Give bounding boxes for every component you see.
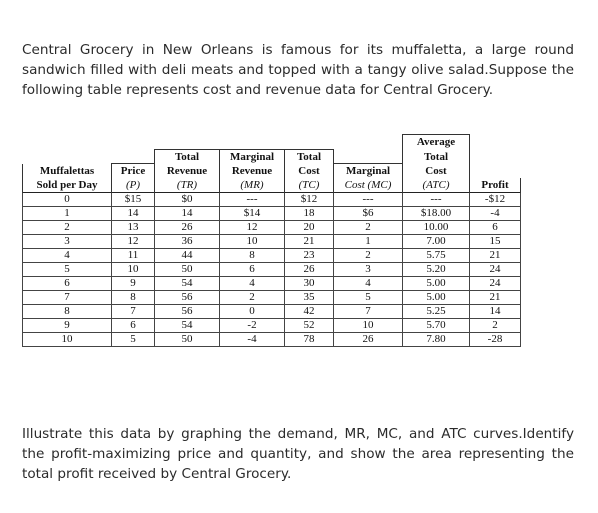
cell-profit: -4 xyxy=(470,207,521,221)
cell-profit: 21 xyxy=(470,291,521,305)
header-tc-top xyxy=(285,135,334,150)
table-row xyxy=(23,319,521,333)
cell-tc: 78 xyxy=(285,333,334,347)
header-quantity-top xyxy=(23,135,112,150)
cell-quantity: 0 xyxy=(23,193,112,207)
header-price-line1: Price xyxy=(112,164,155,179)
header-price-l0 xyxy=(112,149,155,164)
cell-mc: 4 xyxy=(334,277,403,291)
cell-price: 8 xyxy=(112,291,155,305)
cell-price: $15 xyxy=(112,193,155,207)
header-mc-l0 xyxy=(334,149,403,164)
cell-price: 9 xyxy=(112,277,155,291)
cell-atc: 5.70 xyxy=(403,319,470,333)
cell-tr: 26 xyxy=(155,221,220,235)
cell-tr: 54 xyxy=(155,277,220,291)
cell-mr: -4 xyxy=(220,333,285,347)
cell-profit: 2 xyxy=(470,319,521,333)
cell-mr: 8 xyxy=(220,249,285,263)
table-body xyxy=(23,193,521,347)
cell-tr: 36 xyxy=(155,235,220,249)
table-row xyxy=(23,207,521,221)
table-row xyxy=(23,305,521,319)
cell-quantity: 1 xyxy=(23,207,112,221)
cell-tr: $0 xyxy=(155,193,220,207)
cell-mc: --- xyxy=(334,193,403,207)
cell-atc: 10.00 xyxy=(403,221,470,235)
header-mc-top xyxy=(334,135,403,150)
cell-quantity: 5 xyxy=(23,263,112,277)
cell-tc: $12 xyxy=(285,193,334,207)
cell-quantity: 3 xyxy=(23,235,112,249)
table-row xyxy=(23,263,521,277)
cell-tr: 54 xyxy=(155,319,220,333)
header-atc-abbr-text: (ATC) xyxy=(422,179,450,191)
header-price-abbr xyxy=(112,178,155,193)
cell-tr: 56 xyxy=(155,291,220,305)
header-mr-abbr xyxy=(220,178,285,193)
cell-mc: 2 xyxy=(334,221,403,235)
cell-quantity: 6 xyxy=(23,277,112,291)
cell-price: 6 xyxy=(112,319,155,333)
table-row xyxy=(23,221,521,235)
cell-mr: --- xyxy=(220,193,285,207)
header-price-abbr-text: (P) xyxy=(125,179,141,191)
cell-price: 7 xyxy=(112,305,155,319)
cell-mc: 3 xyxy=(334,263,403,277)
header-tr-abbr-text: (TR) xyxy=(176,179,198,191)
cell-tr: 50 xyxy=(155,263,220,277)
cell-price: 12 xyxy=(112,235,155,249)
cell-atc: 5.20 xyxy=(403,263,470,277)
header-tc-line0: Total xyxy=(285,149,334,164)
header-atc-line1: Cost xyxy=(403,164,470,179)
cell-price: 13 xyxy=(112,221,155,235)
cell-mr: 2 xyxy=(220,291,285,305)
cost-revenue-table-wrapper xyxy=(22,134,524,347)
cell-mc: 5 xyxy=(334,291,403,305)
cell-atc: 5.00 xyxy=(403,277,470,291)
header-profit-line1: Profit xyxy=(470,178,521,193)
table-row xyxy=(23,291,521,305)
table-header-row-3 xyxy=(23,164,521,179)
cell-profit: 21 xyxy=(470,249,521,263)
cell-profit: -$12 xyxy=(470,193,521,207)
cell-atc: 5.75 xyxy=(403,249,470,263)
cell-atc: 5.00 xyxy=(403,291,470,305)
header-mr-abbr-text: (MR) xyxy=(240,179,264,191)
header-mc-line1: Marginal xyxy=(334,164,403,179)
cell-price: 10 xyxy=(112,263,155,277)
table-header-row-4 xyxy=(23,178,521,193)
cell-mr: 12 xyxy=(220,221,285,235)
cell-tr: 14 xyxy=(155,207,220,221)
table-header-row-1 xyxy=(23,135,521,150)
cell-price: 5 xyxy=(112,333,155,347)
cell-atc: $18.00 xyxy=(403,207,470,221)
cell-tc: 20 xyxy=(285,221,334,235)
table-row xyxy=(23,249,521,263)
cell-mr: 6 xyxy=(220,263,285,277)
header-atc-top: Average xyxy=(403,135,470,150)
cell-tr: 50 xyxy=(155,333,220,347)
cell-quantity: 8 xyxy=(23,305,112,319)
cell-quantity: 2 xyxy=(23,221,112,235)
cell-mc: 2 xyxy=(334,249,403,263)
cell-atc: 7.80 xyxy=(403,333,470,347)
header-mr-line0: Marginal xyxy=(220,149,285,164)
header-tr-line1: Revenue xyxy=(155,164,220,179)
header-profit-top xyxy=(470,135,521,150)
header-price-top xyxy=(112,135,155,150)
header-mc-abbr xyxy=(334,178,403,193)
cell-atc: 7.00 xyxy=(403,235,470,249)
cell-mc: 1 xyxy=(334,235,403,249)
cell-tc: 23 xyxy=(285,249,334,263)
cell-mr: $14 xyxy=(220,207,285,221)
cell-price: 14 xyxy=(112,207,155,221)
cell-mr: 10 xyxy=(220,235,285,249)
cell-mc: $6 xyxy=(334,207,403,221)
cell-quantity: 9 xyxy=(23,319,112,333)
header-quantity-line1: Muffalettas xyxy=(23,164,112,179)
cell-profit: -28 xyxy=(470,333,521,347)
table-row xyxy=(23,235,521,249)
header-tr-abbr xyxy=(155,178,220,193)
cell-tc: 52 xyxy=(285,319,334,333)
table-header-row-2 xyxy=(23,149,521,164)
cell-tc: 42 xyxy=(285,305,334,319)
cell-mc: 7 xyxy=(334,305,403,319)
task-paragraph: Illustrate this data by graphing the demand, MR, MC, and ATC curves.Identify the profit-maximizing price and quantity, and show the area representing the total profit received by Central Grocery. xyxy=(22,426,574,482)
header-atc-line0: Total xyxy=(403,149,470,164)
table-row xyxy=(23,333,521,347)
cell-tc: 18 xyxy=(285,207,334,221)
cell-tc: 26 xyxy=(285,263,334,277)
cell-profit: 24 xyxy=(470,277,521,291)
cell-mc: 10 xyxy=(334,319,403,333)
table-row xyxy=(23,193,521,207)
intro-paragraph: Central Grocery in New Orleans is famous for its muffaletta, a large round sandwich filled with deli meats and topped with a tangy olive salad.Suppose the following table represents cost and revenue data for Central Grocery. xyxy=(22,42,574,98)
header-mr-top xyxy=(220,135,285,150)
header-atc-abbr xyxy=(403,178,470,193)
cost-revenue-table xyxy=(22,134,521,347)
header-tc-abbr-text: (TC) xyxy=(298,179,320,191)
cell-price: 11 xyxy=(112,249,155,263)
cell-profit: 14 xyxy=(470,305,521,319)
cell-mc: 26 xyxy=(334,333,403,347)
cell-atc: 5.25 xyxy=(403,305,470,319)
cell-mr: 0 xyxy=(220,305,285,319)
cell-profit: 6 xyxy=(470,221,521,235)
header-tr-line0: Total xyxy=(155,149,220,164)
header-tr-top xyxy=(155,135,220,150)
cell-quantity: 7 xyxy=(23,291,112,305)
cell-profit: 24 xyxy=(470,263,521,277)
header-profit-l0 xyxy=(470,149,521,164)
header-mr-line1: Revenue xyxy=(220,164,285,179)
header-profit-l1 xyxy=(470,164,521,179)
cell-tr: 44 xyxy=(155,249,220,263)
cell-atc: --- xyxy=(403,193,470,207)
cell-mr: -2 xyxy=(220,319,285,333)
cell-quantity: 10 xyxy=(23,333,112,347)
header-tc-abbr xyxy=(285,178,334,193)
cell-tc: 21 xyxy=(285,235,334,249)
cell-mr: 4 xyxy=(220,277,285,291)
table-row xyxy=(23,277,521,291)
cell-tc: 30 xyxy=(285,277,334,291)
cell-quantity: 4 xyxy=(23,249,112,263)
cell-tr: 56 xyxy=(155,305,220,319)
header-quantity-line2: Sold per Day xyxy=(23,178,112,193)
cell-tc: 35 xyxy=(285,291,334,305)
header-tc-line1: Cost xyxy=(285,164,334,179)
header-quantity-l0 xyxy=(23,149,112,164)
header-mc-abbr-text: Cost (MC) xyxy=(344,179,392,191)
cell-profit: 15 xyxy=(470,235,521,249)
